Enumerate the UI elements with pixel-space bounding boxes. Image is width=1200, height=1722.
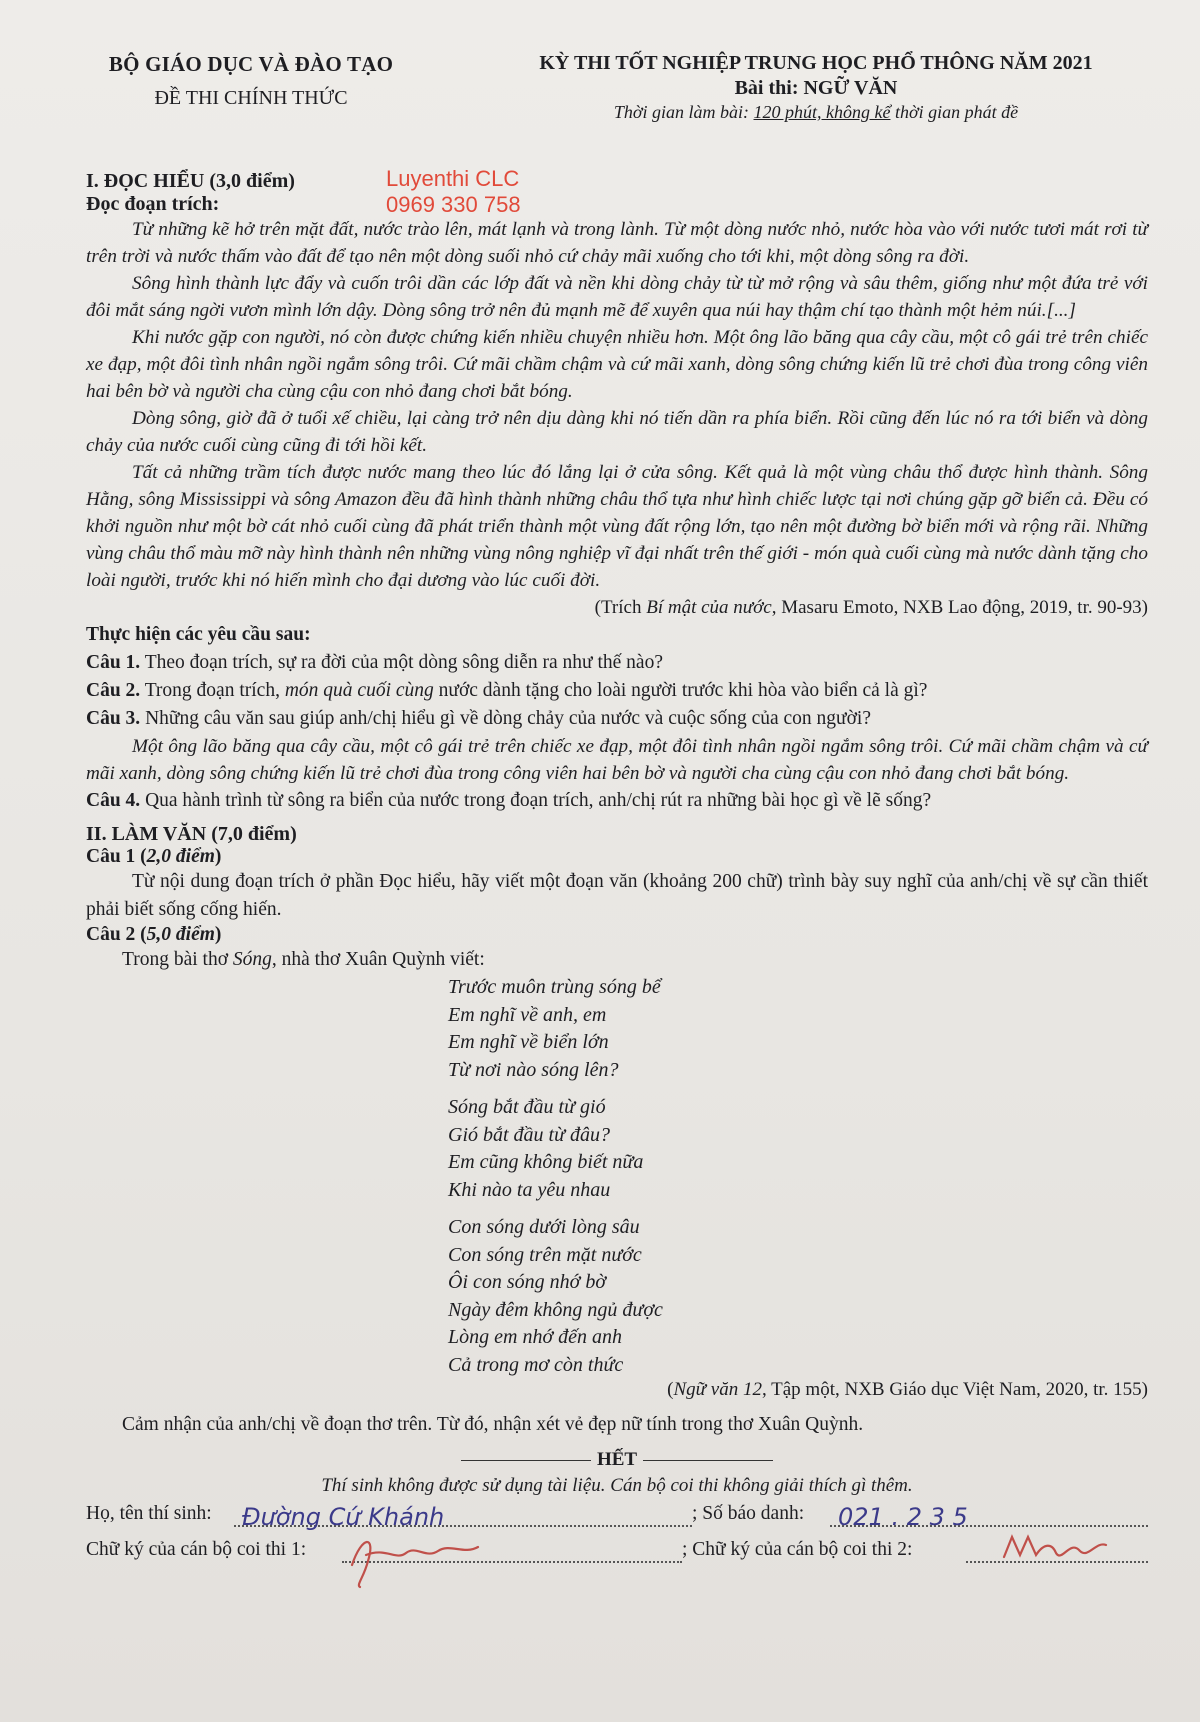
question-2 — [86, 677, 1148, 705]
essay-1-text: Từ nội dung đoạn trích ở phần Đọc hiểu, hãy viết một đoạn văn (khoảng 200 chữ) trình bày suy nghĩ của anh/chị về sự cần thiết phải biết sống cống hiến. — [86, 871, 1148, 920]
poem-line: Em cũng không biết nữa — [448, 1151, 644, 1173]
watermark-line-1: Luyenthi CLC — [386, 166, 520, 191]
candidate-id-label: ; Số báo danh: — [692, 1503, 805, 1524]
essay-1-label-open: Câu 1 ( — [86, 846, 147, 867]
question-2-italic: món quà cuối cùng — [284, 680, 434, 701]
poem-stanza-3 — [448, 1214, 1148, 1379]
section-2-title: II. LÀM VĂN (7,0 điểm) — [86, 823, 297, 845]
header — [86, 52, 1148, 132]
question-4-text: Qua hành trình từ sông ra biển của nước trong đoạn trích, anh/chị rút ra những bài học gì về lẽ sống? — [140, 790, 932, 811]
essay-2-points: 5,0 điểm — [146, 924, 215, 945]
question-1 — [86, 649, 1148, 677]
passage-paragraph-5: Tất cả những trầm tích được nước mang theo lúc đó lắng lại ở cửa sông. Kết quả là một vùng châu thổ được hình thành. Sông Hằng, sông Mississippi và sông Amazon đều đã hình thành những châu thổ tựa như hình chiếc lược tại nơi chúng gặp gỡ biển cả. Đều có khởi nguồn như một bờ cát nhỏ cuối cùng đã phát triển thành một vùng đất rộng lớn, tạo nên một đường bờ biển mới và rộng rãi. Những vùng châu thổ màu mỡ này hình thành nên những vùng nông nghiệp vĩ đại nhất trên thế giới - món quà cuối cùng mà nước dành tặng cho loài người, trước khi nó hiến mình cho đại dương vào lúc cuối đời. — [86, 462, 1148, 591]
essay-2-task: Cảm nhận của anh/chị về đoạn thơ trên. Từ đó, nhận xét vẻ đẹp nữ tính trong thơ Xuân Quỳnh. — [122, 1414, 864, 1435]
question-3-text: Những câu văn sau giúp anh/chị hiểu gì về dòng chảy của nước và cuộc sống của con người? — [140, 708, 872, 729]
passage-source — [86, 594, 1148, 621]
passage-paragraph-2: Sông hình thành lực đẩy và cuốn trôi dần các lớp đất và nền khi dòng chảy từ từ mở rộng và sâu thêm, giống như một đứa trẻ với đôi mắt sáng ngời vươn mình lớn dậy. Dòng sông trở nên đủ mạnh mẽ để xuyên qua núi hay thậm chí tạo thành một hẻm núi.[...] — [86, 273, 1148, 321]
signature-row — [86, 1539, 1148, 1593]
question-2-pre: Trong đoạn trích, — [140, 680, 285, 701]
question-3-label: Câu 3. — [86, 708, 141, 729]
source-suffix: , Masaru Emoto, NXB Lao động, 2019, tr. 90-93) — [771, 597, 1148, 618]
end-mark-text: HẾT — [596, 1449, 638, 1470]
question-1-label: Câu 1. — [86, 652, 141, 673]
read-label: Đọc đoạn trích: — [86, 193, 220, 215]
question-2-label: Câu 2. — [86, 680, 141, 701]
candidate-row — [86, 1503, 1148, 1533]
candidate-id-handwriting: 021 . 2 3 5 — [838, 1503, 968, 1531]
proctor-1-signature — [346, 1525, 486, 1589]
poem-source-title: Ngữ văn 12 — [673, 1379, 762, 1400]
poem-line: Em nghĩ về anh, em — [448, 1003, 607, 1026]
proctor-1-label: Chữ ký của cán bộ coi thi 1: — [86, 1539, 307, 1560]
candidate-name-handwriting: Đường Cứ Khánh — [242, 1503, 445, 1531]
poem-source — [86, 1377, 1148, 1403]
duration-suffix: thời gian phát đề — [890, 102, 1019, 122]
duration-time: 120 phút, không kể — [753, 102, 891, 122]
essay-2-label-close: ) — [214, 924, 222, 945]
end-dash-left — [461, 1460, 591, 1461]
essay-2-label-open: Câu 2 ( — [86, 924, 147, 945]
section-1-title-text: I. ĐỌC HIỂU (3,0 điểm) — [86, 170, 295, 192]
poem-line: Gió bắt đầu từ đâu? — [448, 1123, 611, 1146]
official-exam-label: ĐỀ THI CHÍNH THỨC — [154, 87, 348, 109]
question-1-text: Theo đoạn trích, sự ra đời của một dòng sông diễn ra như thế nào? — [140, 652, 663, 673]
header-right — [476, 52, 1156, 123]
duration-prefix: Thời gian làm bài: — [613, 102, 754, 122]
essay-2-intro-pre: Trong bài thơ — [122, 949, 233, 970]
end-mark — [86, 1449, 1148, 1471]
poem-line: Con sóng dưới lòng sâu — [448, 1216, 640, 1238]
tasks-label: Thực hiện các yêu cầu sau: — [86, 624, 311, 645]
source-title: Bí mật của nước — [646, 597, 772, 618]
poem-stanza-2 — [448, 1094, 1148, 1204]
proctor-2-signature — [1000, 1529, 1110, 1565]
question-3-quote: Một ông lão băng qua cây cầu, một cô gái trẻ trên chiếc xe đạp, một đôi tình nhân ngồi ngắm sông trôi. Cứ mãi chầm chậm và cứ mãi xanh, dòng sông chứng kiến lũ trẻ chơi đùa trong công viên hai bên bờ và người cha cùng cậu con nhỏ đang chơi bắt bóng. — [86, 736, 1148, 784]
poem-line: Từ nơi nào sóng lên? — [448, 1058, 619, 1081]
passage-paragraph-3: Khi nước gặp con người, nó còn được chứng kiến nhiều chuyện nhiều hơn. Một ông lão băng qua cây cầu, một cô gái trẻ trên chiếc xe đạp, một đôi tình nhân ngồi ngắm sông trôi. Cứ mãi chầm chậm và cứ mãi xanh, dòng sông chứng kiến lũ trẻ chơi đùa trong công viên hai bên bờ và người cha cùng cậu con nhỏ đang chơi bắt bóng. — [86, 327, 1148, 402]
poem-source-rest: , Tập một, NXB Giáo dục Việt Nam, 2020, tr. 155) — [761, 1379, 1148, 1400]
ministry-name: BỘ GIÁO DỤC VÀ ĐÀO TẠO — [108, 52, 394, 76]
poem-line: Trước muôn trùng sóng bể — [448, 976, 661, 998]
poem-line: Lòng em nhớ đến anh — [448, 1326, 622, 1348]
poem-line: Cả trong mơ còn thức — [448, 1353, 624, 1376]
watermark-line-2: 0969 330 758 — [386, 192, 521, 217]
essay-1-label — [86, 846, 1148, 868]
source-prefix: (Trích — [594, 597, 647, 618]
exam-title: KỲ THI TỐT NGHIỆP TRUNG HỌC PHỔ THÔNG NĂM 2021 — [539, 52, 1093, 74]
exam-duration — [476, 102, 1156, 123]
poem-stanza-1 — [448, 974, 1148, 1084]
end-dash-right — [643, 1460, 773, 1461]
poem-line: Ngày đêm không ngủ được — [448, 1298, 663, 1321]
exam-notice: Thí sinh không được sử dụng tài liệu. Cán bộ coi thi không giải thích gì thêm. — [321, 1475, 913, 1496]
header-left — [86, 52, 416, 110]
question-4-label: Câu 4. — [86, 790, 141, 811]
passage-paragraph-1: Từ những kẽ hở trên mặt đất, nước trào lên, mát lạnh và trong lành. Từ một dòng nước nhỏ, nước hòa vào với nước tươi mát rơi từ trên trời và nước thấm vào đất để tạo nên một dòng suối nhỏ cứ chảy mãi xuống cho tới khi, một dòng sông ra đời. — [86, 219, 1148, 267]
exam-subject: Bài thi: NGỮ VĂN — [734, 77, 898, 99]
essay-2-intro-post: , nhà thơ Xuân Quỳnh viết: — [271, 949, 485, 970]
essay-2-label — [86, 924, 1148, 946]
essay-1-points: 2,0 điểm — [146, 846, 215, 867]
question-3 — [86, 705, 1148, 733]
poem-line: Con sóng trên mặt nước — [448, 1243, 642, 1266]
essay-2-intro — [86, 946, 1148, 974]
poem-line: Ôi con sóng nhớ bờ — [448, 1271, 607, 1293]
essay-2-intro-title: Sóng — [232, 949, 272, 970]
poem-line: Khi nào ta yêu nhau — [448, 1178, 611, 1201]
poem-line: Sóng bắt đầu từ gió — [448, 1096, 606, 1118]
essay-1-label-close: ) — [214, 846, 222, 867]
question-4 — [86, 787, 1148, 815]
proctor-2-label: ; Chữ ký của cán bộ coi thi 2: — [682, 1539, 913, 1560]
poem-line: Em nghĩ về biển lớn — [448, 1031, 609, 1053]
candidate-name-label: Họ, tên thí sinh: — [86, 1503, 212, 1524]
poem — [448, 974, 1148, 1379]
question-2-post: nước dành tặng cho loài người trước khi hòa vào biển cả là gì? — [433, 680, 928, 701]
poem-source-open: ( — [667, 1379, 674, 1400]
passage-paragraph-4: Dòng sông, giờ đã ở tuổi xế chiều, lại càng trở nên dịu dàng khi nó tiến dần ra phía biển. Rồi cũng đến lúc nó ra tới biển và dòng chảy của nước cuối cùng cũng đi tới hồi kết. — [86, 408, 1148, 456]
